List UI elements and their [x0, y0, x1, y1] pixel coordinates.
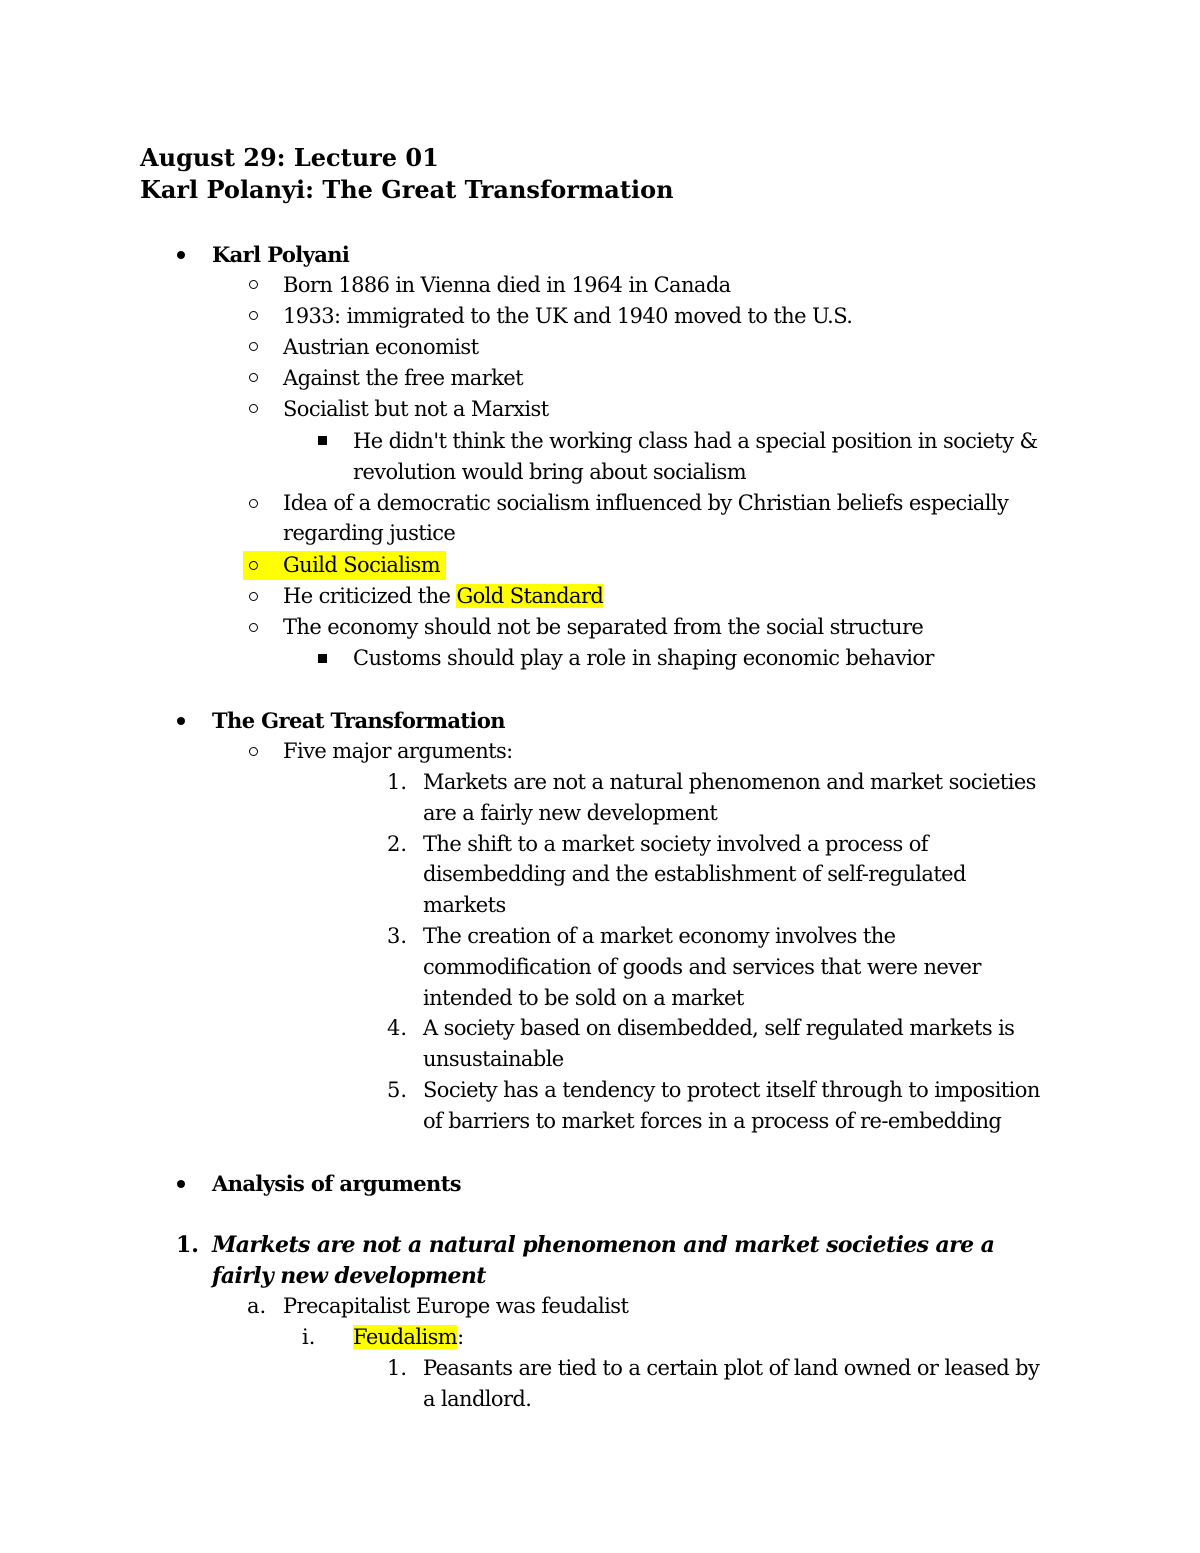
analysis-point-heading-continuation: fairly new development	[212, 1263, 486, 1289]
argument-line: Society has a tendency to protect itself through to imposition	[423, 1078, 1040, 1102]
highlighted-term-gold-standard: Gold Standard	[456, 584, 604, 608]
highlighted-item-guild-socialism: Guild Socialism	[283, 553, 441, 577]
list-item-continuation: revolution would bring about socialism	[353, 460, 747, 484]
bullet-circle-icon	[249, 342, 258, 351]
list-number: 2.	[387, 832, 408, 856]
section-heading-analysis: Analysis of arguments	[212, 1171, 462, 1196]
list-item: Socialist but not a Marxist	[283, 397, 549, 421]
list-item-continuation: a landlord.	[423, 1387, 532, 1411]
argument-line: unsustainable	[423, 1047, 564, 1071]
argument-line: intended to be sold on a market	[423, 986, 744, 1010]
document-title-line2: Karl Polanyi: The Great Transformation	[140, 175, 674, 204]
argument-line: of barriers to market forces in a process of re-embedding	[423, 1109, 1002, 1133]
bullet-circle-icon	[249, 404, 258, 413]
list-item: Five major arguments:	[283, 739, 513, 763]
bullet-circle-icon	[249, 747, 258, 756]
list-item: The economy should not be separated from the social structure	[283, 615, 924, 639]
list-number: 5.	[387, 1078, 408, 1102]
bullet-square-icon	[318, 436, 327, 445]
list-number: 3.	[387, 924, 408, 948]
list-letter: a.	[247, 1294, 267, 1318]
list-item: He didn't think the working class had a special position in society &	[353, 429, 1038, 453]
feudalism-colon: :	[457, 1325, 464, 1349]
section-heading-karl-polyani: Karl Polyani	[212, 242, 350, 267]
bullet-dot-icon	[177, 1180, 185, 1188]
bullet-dot-icon	[177, 251, 185, 259]
bullet-circle-icon	[249, 280, 258, 289]
list-number: 1.	[176, 1232, 199, 1258]
argument-line: Markets are not a natural phenomenon and market societies	[423, 770, 1036, 794]
list-item-continuation: regarding justice	[283, 521, 456, 545]
argument-line: disembedding and the establishment of self-regulated	[423, 862, 966, 886]
list-item	[283, 581, 603, 612]
bullet-circle-icon	[249, 623, 258, 632]
highlighted-term-feudalism: Feudalism	[353, 1325, 458, 1349]
section-heading-great-transformation: The Great Transformation	[212, 708, 505, 733]
bullet-circle-icon	[249, 592, 258, 601]
gold-standard-prefix: He criticized the	[283, 584, 457, 608]
document-title-line1: August 29: Lecture 01	[140, 143, 439, 172]
list-item	[353, 1322, 464, 1353]
list-item: 1933: immigrated to the UK and 1940 moved to the U.S.	[283, 304, 853, 328]
argument-line: commodification of goods and services that were never	[423, 955, 981, 979]
argument-line: are a fairly new development	[423, 801, 718, 825]
bullet-circle-icon	[249, 499, 258, 508]
list-item: Born 1886 in Vienna died in 1964 in Canada	[283, 273, 731, 297]
list-item: Peasants are tied to a certain plot of land owned or leased by	[423, 1356, 1040, 1380]
bullet-circle-icon	[249, 373, 258, 382]
list-item: Against the free market	[283, 366, 523, 390]
bullet-circle-icon	[249, 311, 258, 320]
argument-line: A society based on disembedded, self regulated markets is	[423, 1016, 1015, 1040]
analysis-point-heading: Markets are not a natural phenomenon and market societies are a	[212, 1232, 995, 1258]
argument-line: The shift to a market society involved a process of	[423, 832, 928, 856]
list-number: 1.	[387, 1356, 408, 1380]
list-item: Idea of a democratic socialism influenced by Christian beliefs especially	[283, 491, 1009, 515]
list-item: Austrian economist	[283, 335, 479, 359]
bullet-square-icon	[318, 654, 327, 663]
bullet-circle-icon	[249, 561, 258, 570]
list-number: 4.	[387, 1016, 408, 1040]
bullet-dot-icon	[177, 717, 185, 725]
list-item: Customs should play a role in shaping economic behavior	[353, 646, 934, 670]
list-roman: i.	[302, 1325, 316, 1349]
list-number: 1.	[387, 770, 408, 794]
argument-line: The creation of a market economy involves the	[423, 924, 896, 948]
argument-line: markets	[423, 893, 506, 917]
list-item: Precapitalist Europe was feudalist	[283, 1294, 629, 1318]
